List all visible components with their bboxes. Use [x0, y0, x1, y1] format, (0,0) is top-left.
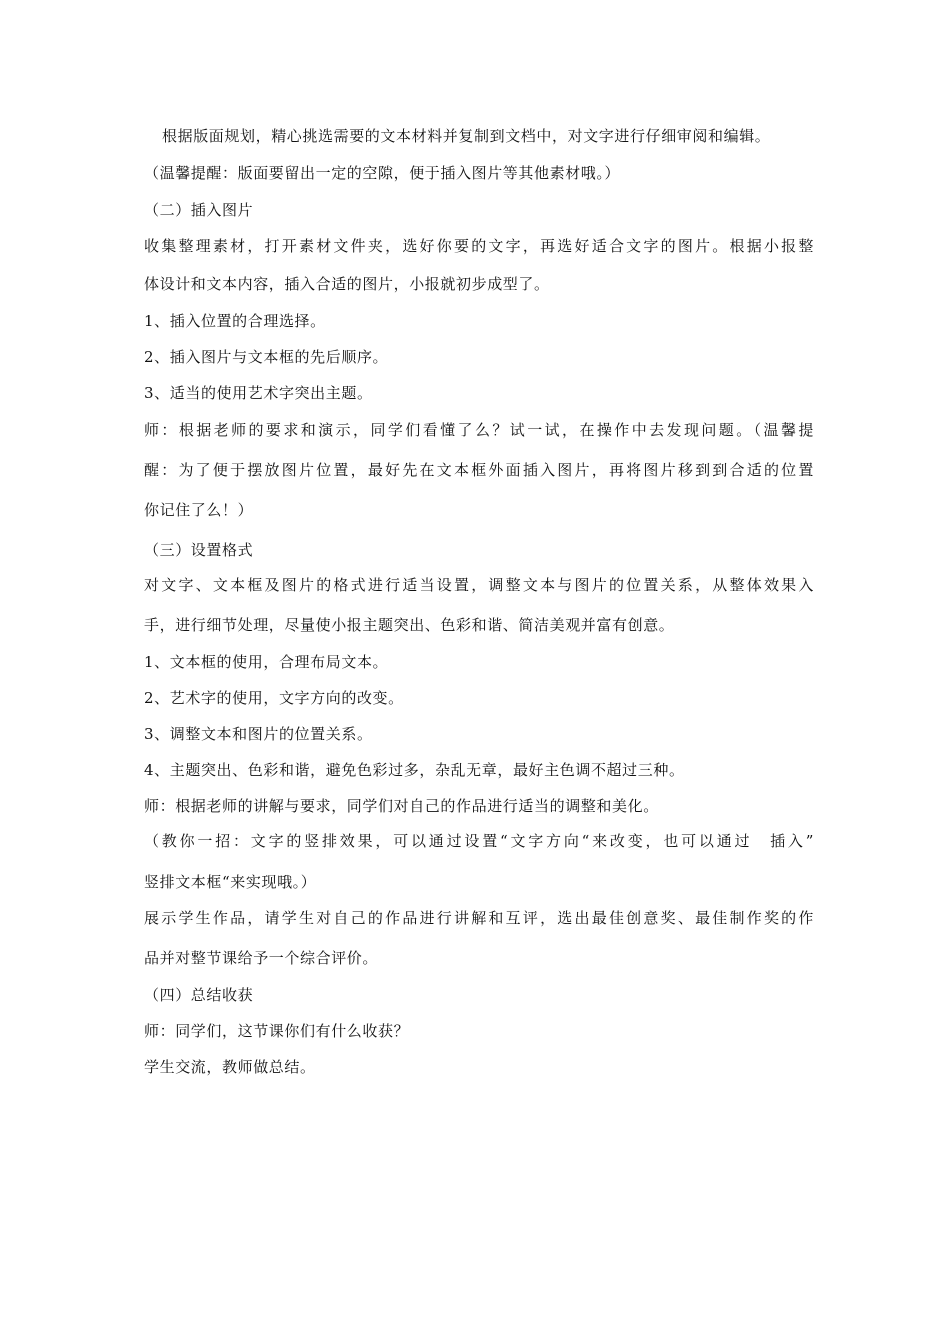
- section-heading-summary: （四）总结收获: [144, 986, 254, 1004]
- paragraph-line: 对文字、文本框及图片的格式进行适当设置，调整文本与图片的位置关系，从整体效果入: [144, 576, 814, 594]
- paragraph-line: 手，进行细节处理，尽量使小报主题突出、色彩和谐、简洁美观并富有创意。: [144, 616, 675, 634]
- list-item: 2、艺术字的使用，文字方向的改变。: [144, 689, 404, 707]
- list-item: 3、适当的使用艺术字突出主题。: [144, 384, 373, 402]
- tip-line: 竖排文本框“来实现哦。）: [144, 873, 317, 891]
- paragraph-line: 学生交流，教师做总结。: [144, 1058, 316, 1076]
- list-item: 1、插入位置的合理选择。: [144, 312, 326, 330]
- paragraph-line: 师：根据老师的讲解与要求，同学们对自己的作品进行适当的调整和美化。: [144, 797, 659, 815]
- section-heading-insert-images: （二）插入图片: [144, 201, 254, 219]
- paragraph-line: 收集整理素材，打开素材文件夹，选好你要的文字，再选好适合文字的图片。根据小报整: [144, 237, 814, 255]
- paragraph-line: 师：根据老师的要求和演示，同学们看懂了么？试一试，在操作中去发现问题。（温馨提: [144, 421, 814, 439]
- paragraph-intro-line: 根据版面规划，精心挑选需要的文本材料并复制到文档中，对文字进行仔细审阅和编辑。: [162, 127, 771, 145]
- paragraph-line: 品并对整节课给予一个综合评价。: [144, 949, 379, 967]
- list-item: 1、文本框的使用，合理布局文本。: [144, 653, 389, 671]
- paragraph-line: 师：同学们，这节课你们有什么收获？: [144, 1022, 410, 1040]
- list-item: 2、插入图片与文本框的先后顺序。: [144, 348, 389, 366]
- section-heading-set-format: （三）设置格式: [144, 541, 254, 559]
- paragraph-line: 醒：为了便于摆放图片位置，最好先在文本框外面插入图片，再将图片移到到合适的位置: [144, 461, 814, 479]
- paragraph-line: 你记住了么！）: [144, 501, 254, 519]
- tip-line: （教你一招：文字的竖排效果，可以通过设置“文字方向“来改变，也可以通过 插入”: [144, 832, 814, 850]
- list-item: 4、主题突出、色彩和谐，避免色彩过多，杂乱无章，最好主色调不超过三种。: [144, 761, 685, 779]
- paragraph-line: 体设计和文本内容，插入合适的图片，小报就初步成型了。: [144, 275, 550, 293]
- tip-line: （温馨提醒：版面要留出一定的空隙，便于插入图片等其他素材哦。）: [144, 164, 621, 182]
- list-item: 3、调整文本和图片的位置关系。: [144, 725, 373, 743]
- paragraph-line: 展示学生作品，请学生对自己的作品进行讲解和互评，选出最佳创意奖、最佳制作奖的作: [144, 909, 814, 927]
